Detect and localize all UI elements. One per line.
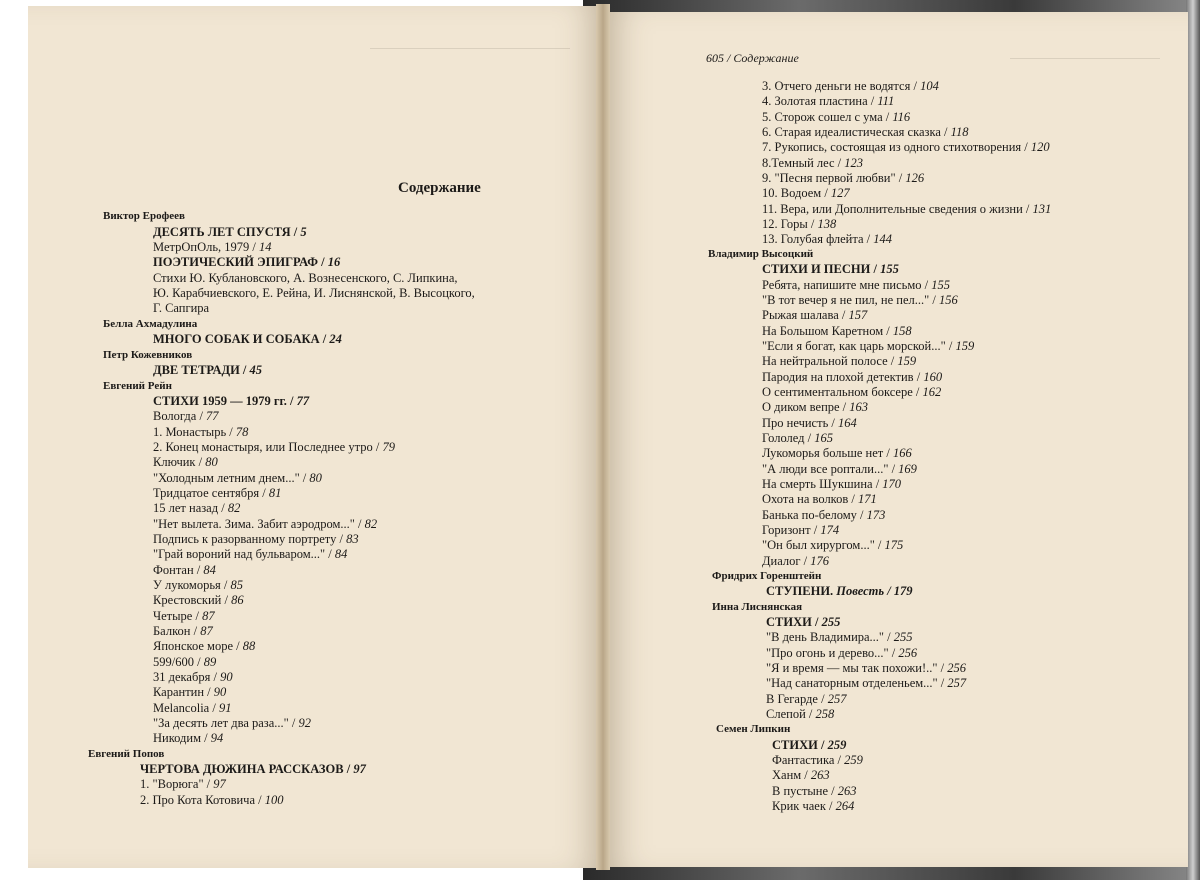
toc-entry-text: Рыжая шалава / [762, 308, 849, 322]
toc-entry-text: Ханм / [772, 768, 811, 782]
page-number: 259 [844, 753, 863, 767]
toc-entry-text: Горизонт / [762, 523, 821, 537]
toc-entry-text: На смерть Шукшина / [762, 477, 883, 491]
toc-entry [153, 532, 359, 547]
toc-entry [762, 217, 836, 232]
toc-entry-text: 4. Золотая пластина / [762, 94, 878, 108]
page-number: 163 [849, 400, 869, 414]
page-number: 120 [1030, 140, 1050, 154]
page-number: 165 [814, 431, 833, 445]
page-number: 155 [880, 262, 899, 276]
toc-entry [153, 609, 215, 624]
toc-entry-text: Слепой / [766, 707, 816, 721]
page-number: 156 [938, 293, 958, 307]
author-name [103, 317, 197, 332]
toc-entry [153, 517, 377, 532]
toc-entry [153, 563, 216, 578]
toc-entry [153, 255, 340, 270]
toc-entry-text: ДВЕ ТЕТРАДИ / [153, 363, 250, 377]
toc-entry-text: Никодим / [153, 731, 211, 745]
toc-entry [762, 462, 917, 477]
page-number: 82 [227, 501, 241, 515]
page-number: 16 [327, 255, 341, 269]
toc-entry [762, 232, 892, 247]
toc-entry [153, 716, 311, 731]
author-name [103, 379, 172, 394]
toc-entry [762, 538, 903, 553]
toc-entry [762, 110, 910, 125]
bleed-through-left [370, 48, 570, 50]
page-number: 78 [235, 425, 249, 439]
toc-entry [766, 707, 834, 722]
toc-entry-text: Melancolia / [153, 701, 219, 715]
toc-entry [153, 301, 209, 316]
page-number: 100 [264, 793, 284, 807]
toc-entry-text: Вологда / [153, 409, 207, 423]
toc-entry-text: Тридцатое сентября / [153, 486, 269, 500]
toc-entry [153, 332, 342, 347]
page-number: 169 [898, 462, 917, 476]
page-number: 256 [947, 661, 966, 675]
toc-entry-text: ПОЭТИЧЕСКИЙ ЭПИГРАФ / [153, 255, 328, 269]
toc-entry-text: 3. Отчего деньги не водятся / [762, 79, 921, 93]
page-number: 263 [810, 768, 830, 782]
toc-entry-text: 7. Рукопись, состоящая из одного стихотворения / [762, 140, 1031, 154]
toc-entry-text: Японское море / [153, 639, 243, 653]
toc-entry-text: Крик чаек / [772, 799, 836, 813]
toc-entry-text: Евгений Рейн [103, 380, 172, 392]
page-number: 118 [950, 125, 969, 139]
page-number: 111 [877, 94, 895, 108]
toc-entry [153, 471, 322, 486]
page-number: 94 [210, 731, 224, 745]
page-number: 166 [892, 446, 912, 460]
toc-entry [772, 784, 857, 799]
page-number: 170 [882, 477, 902, 491]
page-number: 158 [892, 324, 912, 338]
page-number: 131 [1032, 202, 1052, 216]
page-number: 126 [905, 171, 925, 185]
toc-entry [762, 477, 901, 492]
page-number: 83 [346, 532, 359, 546]
toc-entry [762, 446, 912, 461]
toc-entry [762, 79, 939, 94]
toc-entry [762, 140, 1050, 155]
toc-entry [762, 293, 958, 308]
toc-entry [772, 738, 846, 753]
toc-entry [772, 768, 830, 783]
page-number: 87 [200, 624, 213, 638]
toc-entry [153, 639, 255, 654]
page-number: 171 [858, 492, 877, 506]
page-number: 84 [334, 547, 348, 561]
toc-entry [140, 777, 226, 792]
page-number: 24 [329, 332, 342, 346]
toc-entry-text: МНОГО СОБАК И СОБАКА / [153, 332, 330, 346]
toc-entry [762, 186, 850, 201]
toc-entry-text: "Про огонь и дерево..." / [766, 646, 899, 660]
toc-entry-text: О сентиментальном боксере / [762, 385, 923, 399]
toc-entry [153, 593, 244, 608]
toc-entry-text: СТИХИ 1959 — 1979 гг. / [153, 394, 297, 408]
toc-entry-text: В пустыне / [772, 784, 838, 798]
page-number: 164 [838, 416, 857, 430]
toc-entry [153, 670, 233, 685]
page-title: Содержание [398, 180, 481, 196]
toc-entry-text: Пародия на плохой детектив / [762, 370, 924, 384]
toc-entry-text: МетрОпОль, 1979 / [153, 240, 260, 254]
toc-entry-text: Фонтан / [153, 563, 204, 577]
page-number: 264 [835, 799, 855, 813]
toc-entry-text: Лукоморья больше нет / [762, 446, 893, 460]
toc-entry [772, 799, 854, 814]
page-number: 162 [922, 385, 942, 399]
toc-entry-text: 2. Про Кота Котовича / [140, 793, 265, 807]
toc-entry-text: "За десять лет два раза..." / [153, 716, 299, 730]
toc-entry-text: На нейтральной полосе / [762, 354, 898, 368]
toc-entry [772, 753, 863, 768]
toc-entry [153, 440, 395, 455]
page-number: 91 [218, 701, 232, 715]
page-number: 123 [844, 156, 864, 170]
toc-entry [762, 508, 885, 523]
toc-entry-text: "Над санаторным отделеньем..." / [766, 676, 948, 690]
toc-entry [766, 692, 846, 707]
page-number: 85 [230, 578, 243, 592]
toc-entry [153, 655, 216, 670]
page-number: 5 [300, 225, 307, 239]
toc-entry-text: Фридрих Горенштейн [712, 570, 822, 582]
toc-entry-text: Охота на волков / [762, 492, 858, 506]
toc-entry-text: СТИХИ И ПЕСНИ / [762, 262, 881, 276]
toc-entry-text: Стихи Ю. Кублановского, А. Вознесенского, С. Липкина, [153, 271, 458, 285]
toc-entry-text: Карантин / [153, 685, 214, 699]
toc-entry [153, 731, 223, 746]
page-number: Повесть / 179 [836, 584, 913, 598]
page-number: 259 [827, 738, 847, 752]
toc-entry [153, 547, 347, 562]
toc-entry [762, 523, 839, 538]
toc-entry [153, 455, 218, 470]
toc-entry-text: Подпись к разорванному портрету / [153, 532, 347, 546]
toc-entry-text: "В тот вечер я не пил, не пел..." / [762, 293, 939, 307]
toc-entry-text: СТИХИ / [766, 615, 822, 629]
page-number: 84 [203, 563, 216, 577]
page-number: 263 [837, 784, 857, 798]
toc-entry [766, 661, 966, 676]
toc-entry [153, 685, 226, 700]
toc-entry [153, 501, 240, 516]
author-name [712, 569, 821, 584]
toc-entry [762, 370, 942, 385]
toc-entry [762, 431, 833, 446]
toc-entry [762, 125, 968, 140]
page-number: 79 [382, 440, 395, 454]
toc-entry-text: Семен Липкин [716, 723, 791, 735]
toc-entry-text: "А люди все роптали..." / [762, 462, 899, 476]
toc-entry-text: 2. Конец монастыря, или Последнее утро / [153, 440, 383, 454]
toc-entry-text: 9. "Песня первой любви" / [762, 171, 906, 185]
page-number: 127 [830, 186, 850, 200]
toc-entry-text: 15 лет назад / [153, 501, 228, 515]
toc-entry-text: 599/600 / [153, 655, 204, 669]
toc-entry-text: На Большом Каретном / [762, 324, 893, 338]
toc-entry-text: "Холодным летним днем..." / [153, 471, 310, 485]
page-number: 86 [231, 593, 244, 607]
toc-entry-text: 8.Темный лес / [762, 156, 845, 170]
page-number: 255 [821, 615, 841, 629]
page-number: 81 [268, 486, 282, 500]
toc-entry-text: "В день Владимира..." / [766, 630, 894, 644]
toc-entry [153, 240, 272, 255]
author-name [103, 348, 192, 363]
toc-entry-text: Ю. Карабчиевского, Е. Рейна, И. Лиснянской, В. Высоцкого, [153, 286, 475, 300]
toc-entry-text: СТУПЕНИ. [766, 584, 837, 598]
book-gutter [596, 4, 610, 870]
toc-entry-text: Виктор Ерофеев [103, 210, 185, 222]
toc-entry-text: 10. Водоем / [762, 186, 831, 200]
toc-entry [153, 486, 281, 501]
toc-entry-text: У лукоморья / [153, 578, 231, 592]
page-number: 138 [817, 217, 837, 231]
toc-entry-text: "Нет вылета. Зима. Забит аэродром..." / [153, 517, 365, 531]
toc-entry-text: Гололед / [762, 431, 815, 445]
toc-entry-text: Диалог / [762, 554, 811, 568]
toc-entry-text: Крестовский / [153, 593, 232, 607]
page-number: 255 [893, 630, 913, 644]
toc-entry-text: Ребята, напишите мне письмо / [762, 278, 932, 292]
page-number: 14 [259, 240, 272, 254]
toc-entry-text: Евгений Попов [88, 748, 165, 760]
page-number: 116 [892, 110, 911, 124]
toc-entry [153, 701, 231, 716]
toc-entry-text: СТИХИ / [772, 738, 828, 752]
page-number: 90 [220, 670, 233, 684]
page-number: 155 [931, 278, 950, 292]
toc-entry [153, 225, 307, 240]
author-name [103, 209, 185, 224]
toc-entry [153, 394, 309, 409]
toc-entry [153, 578, 243, 593]
toc-entry [762, 262, 899, 277]
page-number: 257 [827, 692, 847, 706]
page-number: 77 [296, 394, 310, 408]
toc-entry-text: О диком вепре / [762, 400, 850, 414]
toc-entry [762, 156, 863, 171]
page-number: 82 [364, 517, 378, 531]
toc-entry [153, 624, 213, 639]
toc-entry [762, 492, 877, 507]
page-number: 176 [810, 554, 829, 568]
toc-entry [762, 400, 868, 415]
toc-entry [762, 308, 867, 323]
toc-entry-text: Про нечисть / [762, 416, 838, 430]
page-number: 174 [820, 523, 840, 537]
toc-entry [762, 385, 941, 400]
toc-entry-text: Петр Кожевников [103, 349, 193, 361]
author-name [88, 747, 164, 762]
page-number: 97 [353, 762, 366, 776]
page-number: 92 [298, 716, 311, 730]
page-number: 159 [955, 339, 975, 353]
toc-entry [762, 324, 912, 339]
toc-entry-text: 31 декабря / [153, 670, 221, 684]
author-name [712, 600, 802, 615]
toc-entry [140, 762, 366, 777]
toc-entry [762, 171, 924, 186]
toc-entry-text: Белла Ахмадулина [103, 318, 198, 330]
toc-entry-text: 11. Вера, или Дополнительные сведения о жизни / [762, 202, 1033, 216]
toc-entry [140, 793, 284, 808]
toc-entry-text: Банька по-белому / [762, 508, 867, 522]
page-number: 80 [205, 455, 218, 469]
toc-entry [153, 271, 458, 286]
left-page [28, 6, 604, 868]
page-number: 77 [206, 409, 219, 423]
toc-entry [153, 363, 262, 378]
cover-edge [1186, 0, 1200, 880]
toc-entry-text: ДЕСЯТЬ ЛЕТ СПУСТЯ / [153, 225, 301, 239]
toc-entry-text: Владимир Высоцкий [708, 248, 814, 260]
toc-entry-text: 12. Горы / [762, 217, 818, 231]
toc-entry [766, 646, 917, 661]
toc-entry-text: 5. Сторож сошел с ума / [762, 110, 893, 124]
toc-entry [766, 676, 966, 691]
toc-entry-text: Четыре / [153, 609, 203, 623]
toc-entry [762, 339, 974, 354]
toc-entry [762, 202, 1051, 217]
toc-entry-text: Ключик / [153, 455, 206, 469]
toc-entry [766, 630, 913, 645]
author-name [716, 722, 790, 737]
toc-entry-text: 1. "Ворюга" / [140, 777, 214, 791]
toc-entry [153, 425, 248, 440]
page-number: 159 [897, 354, 917, 368]
page-number: 257 [947, 676, 967, 690]
toc-entry [762, 354, 916, 369]
page-number: 97 [213, 777, 226, 791]
toc-entry-text: В Гегарде / [766, 692, 828, 706]
running-head: 605 / Содержание [706, 51, 799, 65]
page-number: 144 [873, 232, 892, 246]
page-number: 157 [848, 308, 868, 322]
toc-entry-text: 6. Старая идеалистическая сказка / [762, 125, 951, 139]
toc-entry [153, 409, 219, 424]
page-number: 87 [202, 609, 215, 623]
page-number: 173 [866, 508, 886, 522]
toc-entry [766, 615, 840, 630]
toc-entry-text: "Грай вороний над бульваром..." / [153, 547, 335, 561]
page-number: 104 [920, 79, 939, 93]
page-number: 258 [815, 707, 835, 721]
page-number: 89 [203, 655, 217, 669]
toc-entry [153, 286, 475, 301]
toc-entry-text: "Если я богат, как царь морской..." / [762, 339, 956, 353]
page-number: 90 [213, 685, 227, 699]
toc-entry-text: 13. Голубая флейта / [762, 232, 874, 246]
toc-entry-text: Балкон / [153, 624, 201, 638]
toc-entry-text: Инна Лиснянская [712, 601, 803, 613]
page-number: 175 [884, 538, 904, 552]
toc-entry-text: Г. Сапгира [153, 301, 210, 315]
page-number: 88 [242, 639, 256, 653]
toc-entry [762, 554, 829, 569]
toc-entry [762, 278, 950, 293]
page-number: 256 [898, 646, 918, 660]
toc-entry-text: 1. Монастырь / [153, 425, 236, 439]
toc-entry-text: ЧЕРТОВА ДЮЖИНА РАССКАЗОВ / [140, 762, 354, 776]
toc-entry-text: "Он был хирургом..." / [762, 538, 885, 552]
toc-entry [766, 584, 913, 599]
toc-entry [762, 94, 894, 109]
toc-entry [762, 416, 857, 431]
toc-entry-text: "Я и время — мы так похожи!.." / [766, 661, 948, 675]
page-number: 80 [309, 471, 322, 485]
toc-entry-text: Фантастика / [772, 753, 845, 767]
page-number: 160 [923, 370, 943, 384]
bleed-through-right [1010, 58, 1160, 60]
page-number: 45 [249, 363, 263, 377]
author-name [708, 247, 813, 262]
